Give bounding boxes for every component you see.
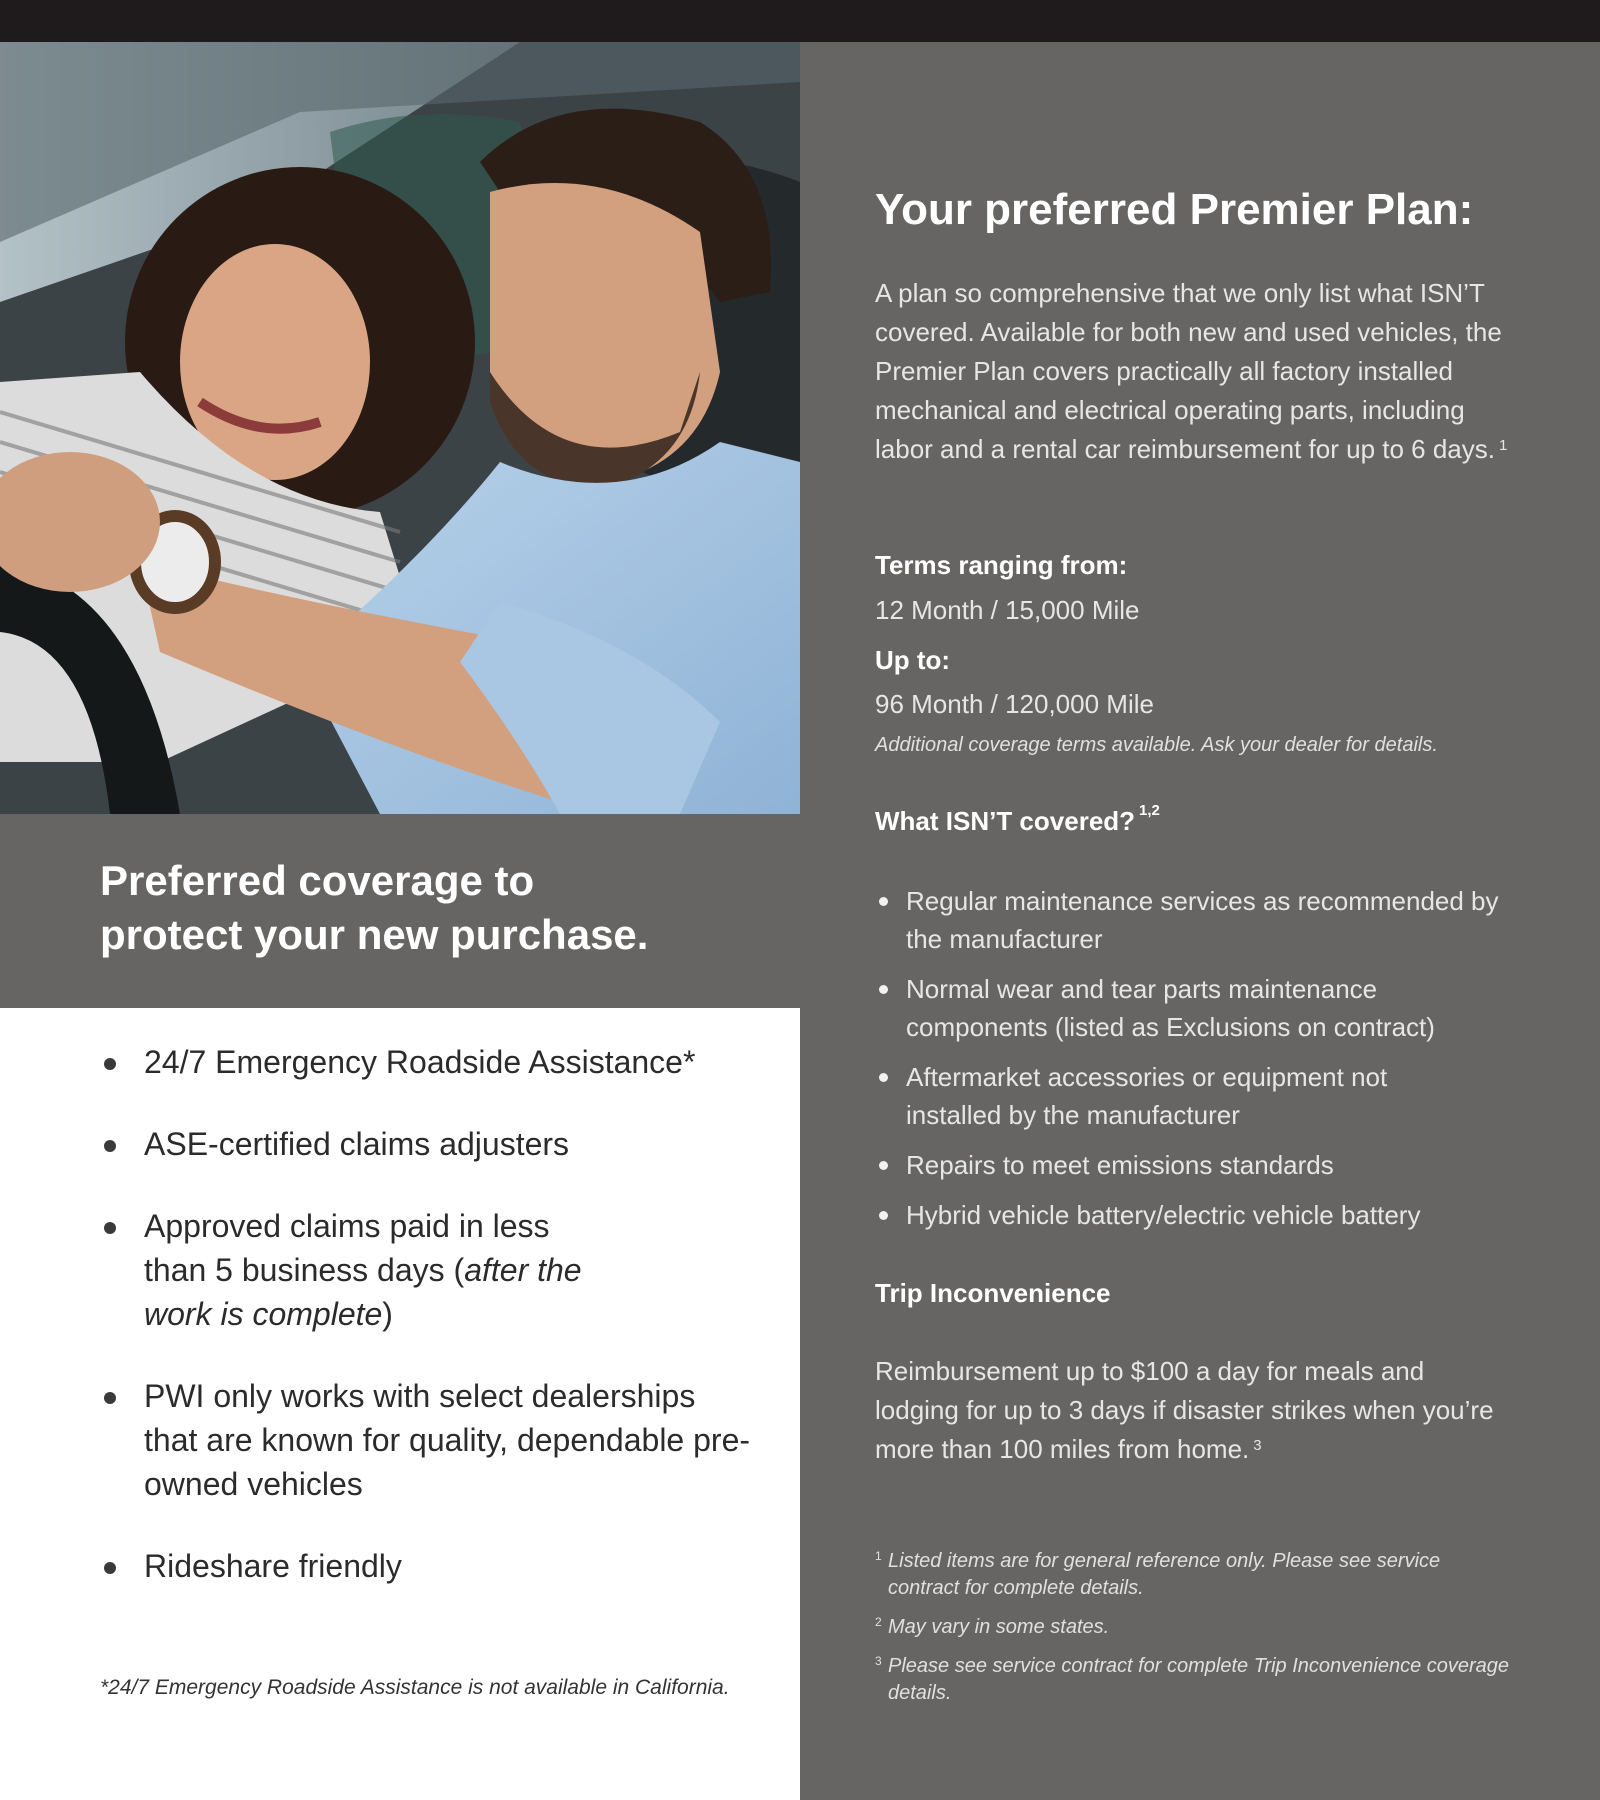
feature-list [100,1040,760,1588]
not-covered-item: Hybrid vehicle battery/electric vehicle battery [875,1196,1525,1234]
couple-in-car-photo [0,42,800,814]
terms-note: Additional coverage terms available. Ask your dealer for details. [875,734,1438,756]
plan-title: Your preferred Premier Plan: [875,185,1474,234]
not-covered-item: Repairs to meet emissions standards [875,1146,1525,1184]
footnote-ref: 1,2 [1139,802,1160,819]
footnote: 1 Listed items are for general reference only. Please see service contract for complete details. [875,1549,1441,1599]
terms-value: 12 Month / 15,000 Mile [875,595,1140,625]
feature-item: 24/7 Emergency Roadside Assistance* [100,1040,760,1084]
footnote-ref: 3 [1253,1437,1262,1454]
plan-intro: A plan so comprehensive that we only list what ISN’T covered. Available for both new and used vehicles, the Premier Plan covers practically all factory installed mechanical and electrical operating parts, including labor and a rental car reimbursement for up to 6 days. $^1$ [875,278,1508,464]
not-covered-item: Normal wear and tear parts maintenance components (listed as Exclusions on contract) [875,970,1525,1046]
not-covered-item: Regular maintenance services as recommended by the manufacturer [875,882,1525,958]
feature-item: ASE-certified claims adjusters [100,1122,760,1166]
feature-emphasis: after the work is complete [144,1252,582,1332]
left-headline-line2: protect your new purchase. [100,911,649,958]
feature-item: Rideshare friendly [100,1544,760,1588]
footnote: 3 Please see service contract for complete Trip Inconvenience coverage details. [875,1654,1510,1704]
premier-plan-panel [800,42,1600,1800]
terms-label: Terms ranging from: [875,550,1128,580]
footnotes [875,1548,1515,1719]
top-bar [0,0,1600,42]
not-covered-list [875,882,1525,1246]
headline-panel [0,814,800,1008]
footnote: 2 May vary in some states. [875,1615,1110,1638]
trip-label: Trip Inconvenience [875,1278,1111,1308]
left-headline-line1: Preferred coverage to [100,857,535,904]
feature-item: Approved claims paid in less than 5 business days (after the work is complete) [100,1204,620,1336]
feature-item: PWI only works with select dealerships that are known for quality, dependable pre-owned vehicles [100,1374,750,1506]
not-covered-item: Aftermarket accessories or equipment not installed by the manufacturer [875,1058,1435,1134]
car-photo-illustration [0,42,800,814]
trip-text: Reimbursement up to $100 a day for meals and lodging for up to 3 days if disaster strikes when you’re more than 100 miles from home. $^3$ [875,1356,1494,1464]
left-headline [100,854,740,962]
upto-label: Up to: [875,645,951,675]
upto-value: 96 Month / 120,000 Mile [875,689,1154,719]
footnote-ref: 1 [1499,437,1508,454]
left-footnote: *24/7 Emergency Roadside Assistance is not available in California. [100,1676,730,1699]
not-covered-label: What ISN’T covered? $^{1,2}$ [875,802,1160,836]
